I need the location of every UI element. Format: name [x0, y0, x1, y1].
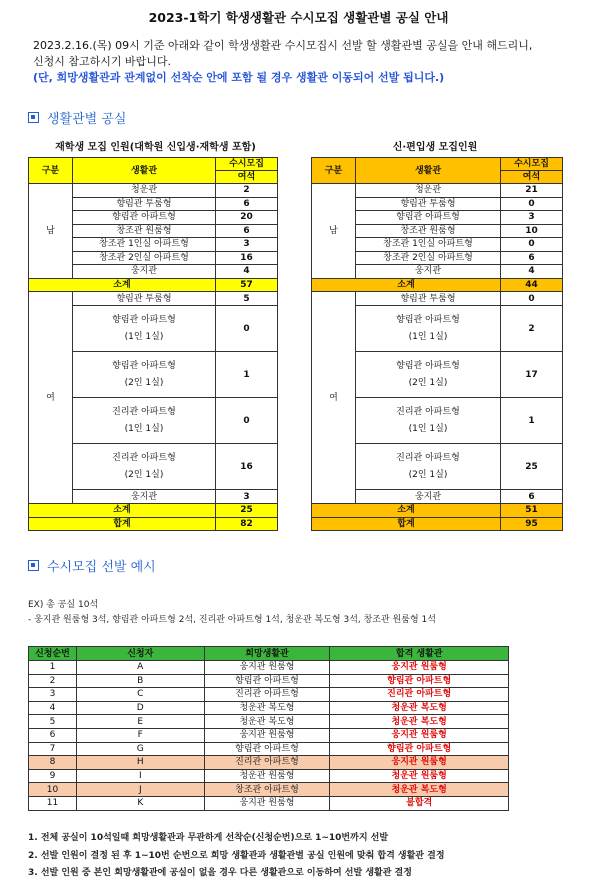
example-text: [28, 598, 436, 628]
seat-count: 3: [501, 211, 563, 225]
section-heading-text: 생활관별 공실: [47, 112, 127, 127]
applicant-name: G: [76, 742, 204, 756]
order-number: 5: [29, 715, 77, 729]
header-result-dorm: 합격 생활관: [330, 647, 509, 661]
result-dorm: 웅지관 원룸형: [330, 661, 509, 675]
header-susi: 수시모집: [216, 158, 278, 171]
dorm-name: 웅지관: [130, 491, 158, 502]
header-gubun: 구분: [312, 158, 356, 184]
header-row: [29, 158, 278, 171]
table-row: [29, 769, 509, 783]
female-subtotal-value: 25: [216, 504, 278, 518]
female-row: [312, 292, 563, 306]
example-line-2: - 웅지관 원룸형 3석, 향림관 아파트형 2석, 진리관 아파트형 1석, 청운관 복도형 3석, 창조관 원룸형 1석: [28, 615, 436, 625]
order-number: 6: [29, 728, 77, 742]
dorm-name: 향림관 아파트형: [396, 315, 460, 325]
left-table-caption: 재학생 모집 인원(대학원 신입생·재학생 포함): [55, 142, 256, 153]
applicant-name: K: [76, 796, 204, 810]
wish-dorm: 웅지관 원룸형: [204, 728, 330, 742]
order-number: 1: [29, 661, 77, 675]
dorm-name: 웅지관: [414, 491, 442, 502]
result-dorm: 웅지관 원룸형: [330, 728, 509, 742]
seat-count: 0: [216, 306, 278, 352]
dorm-room-type: (2인 1실): [124, 470, 164, 480]
note-3: 3. 선발 인원 중 본인 희망생활관에 공실이 없을 경우 다른 생활관으로 이동하여 선발 생활관 결정: [28, 868, 412, 878]
seat-count: 6: [216, 197, 278, 211]
square-bullet-icon: [28, 560, 39, 571]
header-order: 신청순번: [29, 647, 77, 661]
dorm-name-cell: [73, 306, 216, 352]
seat-count: 16: [216, 251, 278, 265]
dorm-room-type: (1인 1실): [408, 424, 448, 434]
seat-count: 4: [501, 265, 563, 279]
gender-male-label: 남: [29, 184, 73, 279]
dorm-name-cell: [356, 352, 501, 398]
note-1: 1. 전체 공실이 10석일때 희망생활관과 무관하게 선착순(신청순번)으로 1~10번까지 선발: [28, 833, 389, 843]
order-number: 10: [29, 783, 77, 797]
male-subtotal-label: 소계: [29, 278, 216, 292]
seat-count: 3: [216, 238, 278, 252]
dorm-name: 웅지관: [356, 265, 501, 279]
table-row: [29, 661, 509, 675]
seat-count: 6: [216, 224, 278, 238]
order-number: 7: [29, 742, 77, 756]
dorm-room-type: (1인 1실): [124, 424, 164, 434]
result-dorm: 진리관 아파트형: [330, 688, 509, 702]
dorm-name: 청운관: [73, 184, 216, 198]
seat-count: 0: [216, 398, 278, 444]
seat-count: 1: [501, 398, 563, 444]
table-row: [29, 688, 509, 702]
applicant-name: I: [76, 769, 204, 783]
seat-count: 2: [501, 306, 563, 352]
dorm-name: 진리관 아파트형: [396, 453, 460, 463]
female-subtotal-label: 소계: [29, 504, 216, 518]
male-subtotal-value: 57: [216, 278, 278, 292]
female-subtotal-value: 51: [501, 504, 563, 518]
wish-dorm: 향림관 아파트형: [204, 674, 330, 688]
seat-count: 21: [501, 184, 563, 198]
header-seats: 여석: [216, 171, 278, 184]
example-line-1: EX) 총 공실 10석: [28, 600, 99, 610]
dorm-name: 향림관 투룸형: [356, 197, 501, 211]
section-heading-vacancy: [28, 108, 126, 127]
intro-line-2: 신청시 참고하시기 바랍니다.: [33, 55, 172, 68]
seat-count: 20: [216, 211, 278, 225]
applicant-name: D: [76, 701, 204, 715]
order-number: 9: [29, 769, 77, 783]
dorm-name: 진리관 아파트형: [112, 453, 176, 463]
header-row: [29, 647, 509, 661]
table-row: [29, 796, 509, 810]
seat-count: 2: [216, 184, 278, 198]
dorm-name-cell: [356, 306, 501, 352]
header-gubun: 구분: [29, 158, 73, 184]
section-heading-example: [28, 556, 156, 575]
table-row: [29, 715, 509, 729]
female-row: [29, 292, 278, 306]
seat-count: 1: [216, 352, 278, 398]
seat-count: 4: [216, 265, 278, 279]
result-dorm: 청운관 복도형: [330, 783, 509, 797]
dorm-name-cell: [356, 292, 501, 306]
applicant-name: F: [76, 728, 204, 742]
dorm-name: 창조관 1인실 아파트형: [73, 238, 216, 252]
gender-female-label: 여: [29, 292, 73, 504]
result-dorm: 웅지관 원룸형: [330, 756, 509, 770]
applicant-name: C: [76, 688, 204, 702]
dorm-name-cell: [73, 444, 216, 490]
dorm-name: 웅지관: [73, 265, 216, 279]
header-seats: 여석: [501, 171, 563, 184]
seat-count: 16: [216, 444, 278, 490]
dorm-name: 창조관 2인실 아파트형: [356, 251, 501, 265]
wish-dorm: 청운관 원룸형: [204, 769, 330, 783]
header-row: [312, 158, 563, 171]
dorm-name: 창조관 원룸형: [73, 224, 216, 238]
dorm-room-type: (2인 1실): [124, 378, 164, 388]
order-number: 8: [29, 756, 77, 770]
intro: [33, 38, 593, 86]
dorm-name: 향림관 아파트형: [112, 315, 176, 325]
note-2: 2. 선발 인원이 결정 된 후 1~10번 순번으로 희망 생활관과 생활관별 공실 인원에 맞춰 합격 생활관 결정: [28, 850, 445, 861]
wish-dorm: 진리관 아파트형: [204, 688, 330, 702]
applicant-name: J: [76, 783, 204, 797]
dorm-name: 향림관 아파트형: [73, 211, 216, 225]
intro-note: (단, 희망생활관과 관계없이 선착순 안에 포함 될 경우 생활관 이동되어 선발 됩니다.): [33, 71, 445, 84]
notes: [28, 830, 593, 883]
seat-count: 6: [501, 251, 563, 265]
seat-count: 5: [216, 292, 278, 306]
page-title: 2023-1학기 학생생활관 수시모집 생활관별 공실 안내: [148, 10, 449, 25]
wish-dorm: 창조관 아파트형: [204, 783, 330, 797]
dorm-name-cell: [356, 398, 501, 444]
table-row: [29, 742, 509, 756]
table-row: [29, 756, 509, 770]
order-number: 3: [29, 688, 77, 702]
dorm-room-type: (1인 1실): [408, 332, 448, 342]
dorm-name: 진리관 아파트형: [112, 407, 176, 417]
seat-count: 17: [501, 352, 563, 398]
male-row: [312, 184, 563, 198]
square-bullet-icon: [28, 112, 39, 123]
result-dorm: 청운관 원룸형: [330, 769, 509, 783]
wish-dorm: 웅지관 원룸형: [204, 796, 330, 810]
dorm-name: 향림관 투룸형: [116, 293, 172, 304]
dorm-name-cell: [73, 292, 216, 306]
dorm-name: 향림관 아파트형: [112, 361, 176, 371]
dorm-name-cell: [356, 490, 501, 504]
dorm-name: 향림관 투룸형: [73, 197, 216, 211]
dorm-name-cell: [73, 490, 216, 504]
seat-count: 0: [501, 292, 563, 306]
applicant-name: B: [76, 674, 204, 688]
result-dorm: 청운관 복도형: [330, 701, 509, 715]
dorm-name-cell: [356, 444, 501, 490]
dorm-room-type: (2인 1실): [408, 378, 448, 388]
header-dorm: 생활관: [73, 158, 216, 184]
dorm-name: 향림관 투룸형: [400, 293, 456, 304]
dorm-name-cell: [73, 398, 216, 444]
dorm-name: 진리관 아파트형: [396, 407, 460, 417]
total-label: 합계: [312, 517, 501, 531]
seat-count: 0: [501, 238, 563, 252]
male-row: [29, 184, 278, 198]
dorm-name: 청운관: [356, 184, 501, 198]
applicant-name: E: [76, 715, 204, 729]
header-wish-dorm: 희망생활관: [204, 647, 330, 661]
seat-count: 6: [501, 490, 563, 504]
male-subtotal-label: 소계: [312, 278, 501, 292]
table-row: [29, 701, 509, 715]
seat-count: 3: [216, 490, 278, 504]
applicant-name: H: [76, 756, 204, 770]
table-row: [29, 783, 509, 797]
seat-count: 10: [501, 224, 563, 238]
dorm-name: 향림관 아파트형: [356, 211, 501, 225]
dorm-name: 창조관 2인실 아파트형: [73, 251, 216, 265]
header-applicant: 신청자: [76, 647, 204, 661]
result-dorm: 향림관 아파트형: [330, 742, 509, 756]
wish-dorm: 진리관 아파트형: [204, 756, 330, 770]
section-heading-text: 수시모집 선발 예시: [47, 560, 156, 575]
male-subtotal-value: 44: [501, 278, 563, 292]
wish-dorm: 청운관 복도형: [204, 701, 330, 715]
selection-example-table: [28, 646, 509, 811]
gender-male-label: 남: [312, 184, 356, 279]
total-value: 82: [216, 517, 278, 531]
table-row: [29, 728, 509, 742]
gender-female-label: 여: [312, 292, 356, 504]
header-susi: 수시모집: [501, 158, 563, 171]
wish-dorm: 청운관 복도형: [204, 715, 330, 729]
right-vacancy-table: [311, 157, 563, 531]
female-subtotal-label: 소계: [312, 504, 501, 518]
left-vacancy-table: [28, 157, 278, 531]
intro-line-1: 2023.2.16.(목) 09시 기준 아래와 같이 학생생활관 수시모집시 선발 할 생활관별 공실을 안내 해드리니,: [33, 39, 533, 52]
right-table-caption: 신·편입생 모집인원: [392, 142, 478, 153]
total-value: 95: [501, 517, 563, 531]
dorm-room-type: (2인 1실): [408, 470, 448, 480]
seat-count: 0: [501, 197, 563, 211]
dorm-name: 향림관 아파트형: [396, 361, 460, 371]
result-dorm: 청운관 복도형: [330, 715, 509, 729]
dorm-name: 창조관 1인실 아파트형: [356, 238, 501, 252]
seat-count: 25: [501, 444, 563, 490]
result-dorm: 불합격: [330, 796, 509, 810]
order-number: 4: [29, 701, 77, 715]
dorm-name: 창조관 원룸형: [356, 224, 501, 238]
result-dorm: 향림관 아파트형: [330, 674, 509, 688]
dorm-room-type: (1인 1실): [124, 332, 164, 342]
order-number: 11: [29, 796, 77, 810]
order-number: 2: [29, 674, 77, 688]
applicant-name: A: [76, 661, 204, 675]
total-label: 합계: [29, 517, 216, 531]
wish-dorm: 웅지관 원룸형: [204, 661, 330, 675]
dorm-name-cell: [73, 352, 216, 398]
table-row: [29, 674, 509, 688]
wish-dorm: 향림관 아파트형: [204, 742, 330, 756]
header-dorm: 생활관: [356, 158, 501, 184]
